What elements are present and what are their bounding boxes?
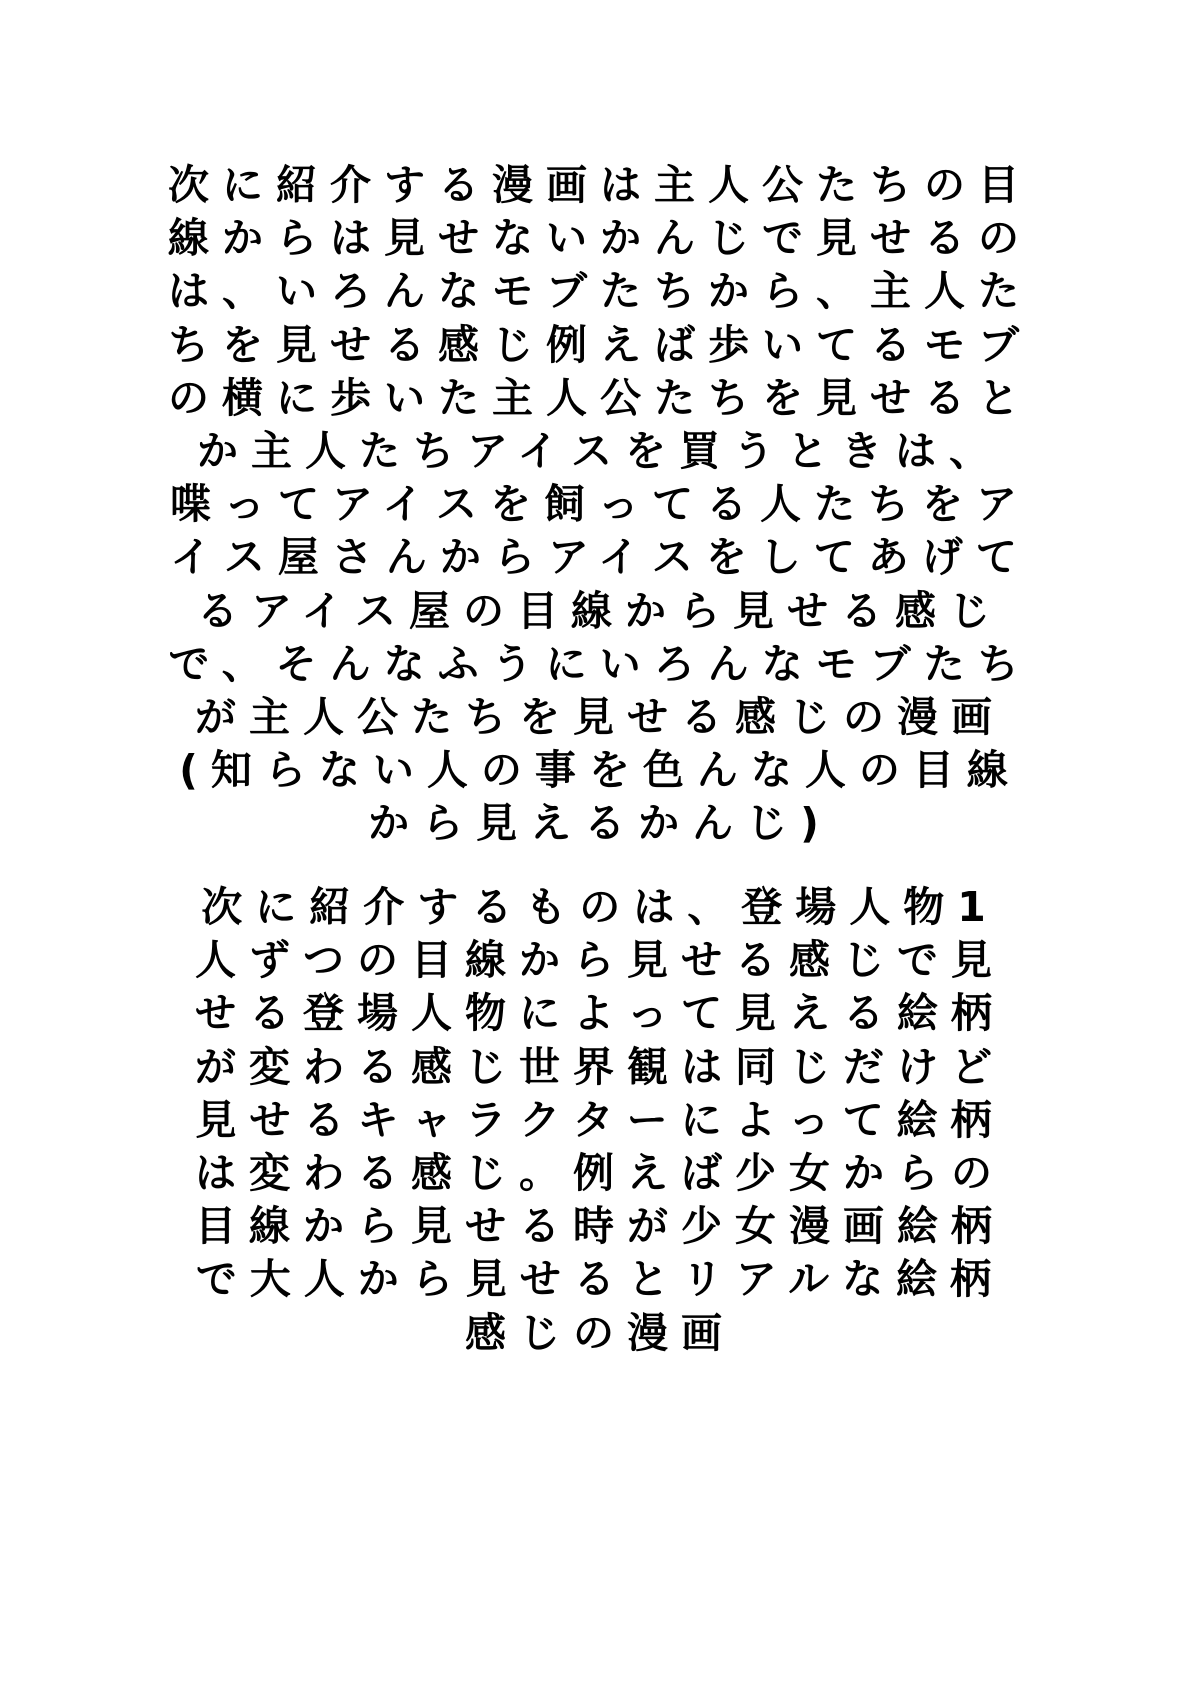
text-line: で大人から見せるとリアルな絵柄 [195, 1255, 1005, 1304]
text-line: 線からは見せないかんじで見せるの [168, 214, 1032, 263]
text-line: 見せるキャラクターによって絵柄 [195, 1095, 1005, 1144]
text-line: は変わる感じ。例えば少女からの [195, 1148, 1005, 1197]
text-line: せる登場人物によって見える絵柄 [195, 989, 1005, 1038]
text-line: で、そんなふうにいろんなモブたち [168, 639, 1032, 688]
text-line: が主人公たちを見せる感じの漫画 [195, 692, 1005, 741]
text-line: 喋ってアイスを飼ってる人たちをア [170, 480, 1030, 529]
text-line: 次に紹介するものは、登場人物1 [201, 883, 999, 931]
paragraph-second-manga-idea [150, 881, 1050, 1360]
text-line: か主人たちアイスを買うときは、 [197, 426, 1003, 475]
text-line: 感じの漫画 [465, 1308, 735, 1357]
text-line: から見えるかんじ) [368, 799, 832, 848]
text-line: が変わる感じ世界観は同じだけど [195, 1042, 1005, 1091]
text-line: るアイス屋の目線から見せる感じ [197, 586, 1003, 635]
text-line: イス屋さんからアイスをしてあげて [170, 533, 1030, 582]
text-line: は、いろんなモブたちから、主人た [168, 267, 1032, 316]
text-line: 次に紹介する漫画は主人公たちの目 [168, 161, 1032, 209]
paragraph-first-manga-idea [150, 159, 1050, 850]
text-line: ちを見せる感じ例えば歩いてるモブ [168, 320, 1032, 369]
text-line: 人ずつの目線から見せる感じで見 [195, 936, 1005, 985]
text-line: (知らない人の事を色んな人の目線 [179, 746, 1021, 795]
text-line: の横に歩いた主人公たちを見せると [168, 373, 1032, 422]
text-line: 目線から見せる時が少女漫画絵柄 [195, 1202, 1005, 1251]
